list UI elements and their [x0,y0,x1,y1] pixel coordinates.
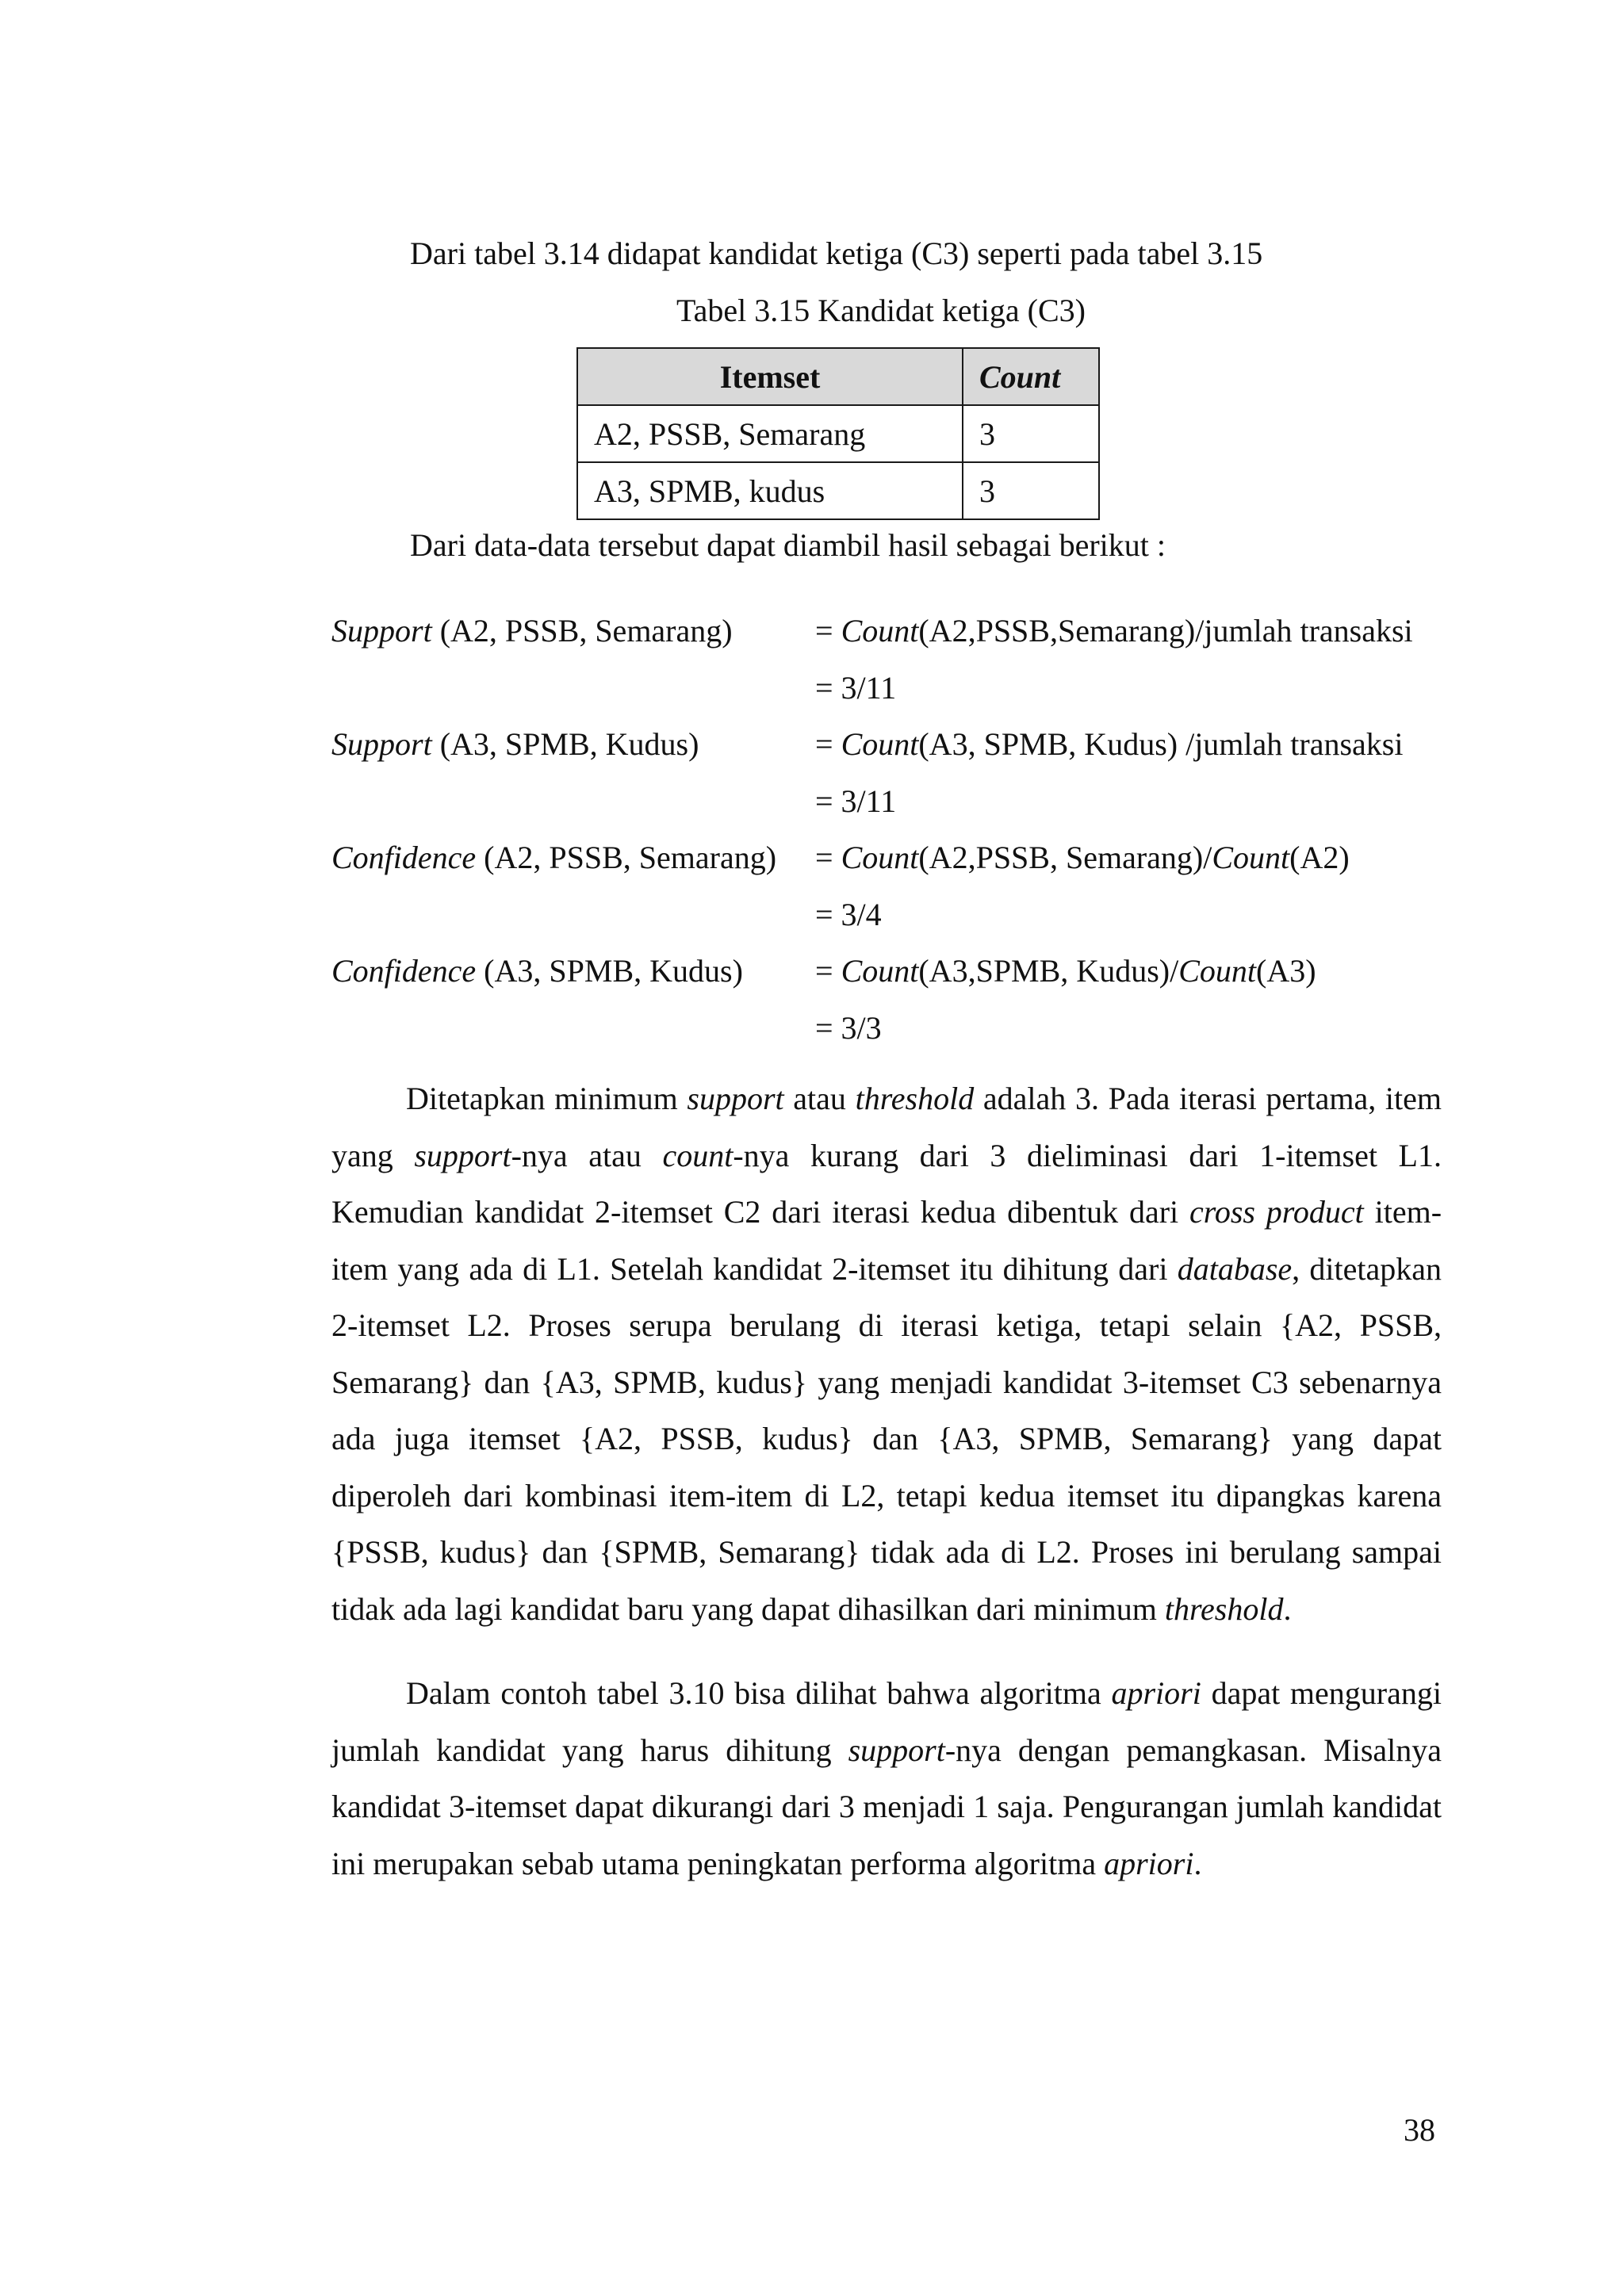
table-row [577,405,1099,462]
after-table-line: Dari data-data tersebut dapat diambil hasil sebagai berikut : [410,527,1166,563]
paragraph-apriori: Dalam contoh tabel 3.10 bisa dilihat bahwa algoritma apriori dapat mengurangi jumlah kandidat yang harus dihitung support-nya dengan pemangkasan. Misalnya kandidat 3-itemset dapat dikurangi dari 3 menjadi 1 saja. Pengurangan jumlah kandidat ini merupakan sebab utama peningkatan performa algoritma apriori. [331,1675,1442,1881]
page-number: 38 [1404,2112,1435,2148]
table-cell-itemset: A3, SPMB, kudus [577,462,963,519]
calc-result: = 3/11 [815,670,897,706]
table-caption: Tabel 3.15 Kandidat ketiga (C3) [676,293,1086,328]
header-count: Count [963,348,1099,405]
calc-expression: = Count(A3, SPMB, Kudus) /jumlah transaksi [815,726,1404,762]
table-cell-count: 3 [963,462,1099,519]
calc-confidence-a2 [331,839,1442,932]
table-cell-itemset: A2, PSSB, Semarang [577,405,963,462]
calc-label: Support (A2, PSSB, Semarang) [331,613,733,649]
header-itemset: Itemset [577,348,963,405]
calc-support-a3 [331,725,1442,819]
calc-result: = 3/3 [815,1010,882,1046]
calc-expression: = Count(A3,SPMB, Kudus)/Count(A3) [815,953,1316,989]
calc-support-a2 [331,612,1442,706]
candidate-table [576,347,1100,520]
calc-label: Support (A3, SPMB, Kudus) [331,726,699,762]
calc-label: Confidence (A3, SPMB, Kudus) [331,953,743,989]
calc-confidence-a3 [331,952,1442,1046]
paragraph-threshold: Ditetapkan minimum support atau threshold adalah 3. Pada iterasi pertama, item yang support-nya atau count-nya kurang dari 3 dieliminasi dari 1-itemset L1. Kemudian kandidat 2-itemset C2 dari iterasi kedua dibentuk dari cross product item-item yang ada di L1. Setelah kandidat 2-itemset itu dihitung dari database, ditetapkan 2-itemset L2. Proses serupa berulang di iterasi ketiga, tetapi selain {A2, PSSB, Semarang} dan {A3, SPMB, kudus} yang menjadi kandidat 3-itemset C3 sebenarnya ada juga itemset {A2, PSSB, kudus} dan {A3, SPMB, Semarang} yang dapat diperoleh dari kombinasi item-item di L2, tetapi kedua itemset itu dipangkas karena {PSSB, kudus} dan {SPMB, Semarang} tidak ada di L2. Proses ini berulang sampai tidak ada lagi kandidat baru yang dapat dihasilkan dari minimum threshold. [331,1081,1442,1627]
calc-result: = 3/4 [815,897,882,932]
table-cell-count: 3 [963,405,1099,462]
table-row [577,462,1099,519]
calc-expression: = Count(A2,PSSB,Semarang)/jumlah transaksi [815,613,1413,649]
calc-expression: = Count(A2,PSSB, Semarang)/Count(A2) [815,840,1350,875]
calc-result: = 3/11 [815,783,897,819]
calc-label: Confidence (A2, PSSB, Semarang) [331,840,777,875]
intro-line: Dari tabel 3.14 didapat kandidat ketiga (C3) seperti pada tabel 3.15 [410,235,1263,271]
table-header-row [577,348,1099,405]
